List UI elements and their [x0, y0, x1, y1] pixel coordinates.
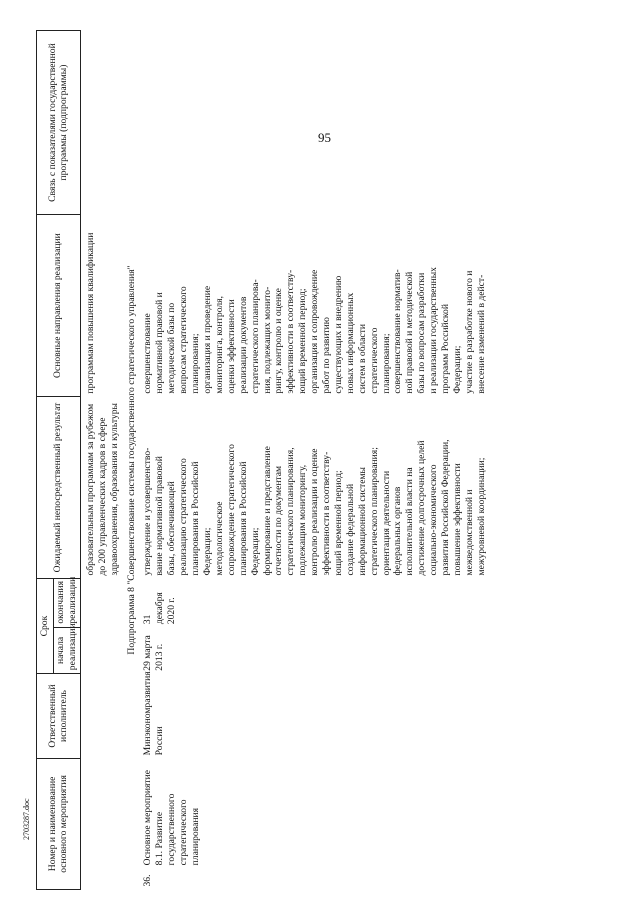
header-link: Связь с показателями государственной программы (подпрограммы): [37, 31, 81, 215]
direction-line: планирования;: [190, 333, 202, 394]
row-start: 29 марта 2013 г.: [142, 635, 166, 671]
direction-line: рингу, контролю и оценке: [273, 288, 285, 394]
direction-line: нормативной правовой и: [154, 292, 166, 394]
result-line: достижение долгосрочных целей: [416, 440, 428, 576]
result-line: межведомственной и: [463, 489, 475, 576]
result-line: вание нормативной правовой: [154, 456, 166, 576]
direction-line: стратегического планирова-: [249, 279, 261, 394]
continuation-result: образовательным программам за рубежом до 200 управленческих кадров в сфере здравоохранения, образования и культуры: [84, 403, 120, 576]
result-line: социально-экономического: [428, 464, 440, 576]
direction-line: существующих и внедрению: [332, 275, 344, 394]
row-end: 31 декабря 2020 г.: [142, 592, 178, 625]
row-result: [141, 397, 488, 579]
result-line: развития Российской Федерации,: [440, 439, 452, 576]
result-line: создание федеральной: [344, 483, 356, 576]
result-line: эффективности в соответству-: [321, 451, 333, 576]
result-line: подлежащим мониторингу,: [297, 464, 309, 576]
result-line: планирования в Российской: [237, 461, 249, 576]
row-number: 36.: [142, 874, 154, 887]
result-line: исполнительной власти на: [404, 467, 416, 576]
result-line: реализацию стратегического: [178, 458, 190, 576]
continuation-directions: программам повышения квалификации: [84, 232, 96, 394]
direction-line: Федерации;: [452, 345, 463, 394]
result-line: формирование и представление: [261, 446, 273, 576]
row-responsible: Минэкономразвития России: [142, 671, 166, 756]
row-name: Основное мероприятие 8.1. Развитие государственного стратегического планирования: [142, 770, 202, 866]
result-line: Федерации;: [249, 527, 261, 576]
direction-line: оценки эффективности: [225, 299, 237, 394]
program-table: [36, 30, 489, 890]
result-line: повышение эффективности: [452, 463, 463, 576]
header-result: Ожидаемый непосредственный результат: [37, 397, 81, 579]
header-directions: Основные направления реализации: [37, 215, 81, 397]
document-id: 2703287.doc: [22, 798, 31, 840]
direction-line: совершенствование норматив-: [392, 269, 404, 394]
header-responsible: Ответственный исполнитель: [37, 674, 81, 759]
result-line: утверждение и усовершенство-: [142, 447, 154, 576]
result-line: планирования в Российской: [190, 461, 202, 576]
direction-line: эффективности в соответству-: [285, 269, 297, 394]
result-line: федеральных органов: [392, 486, 404, 576]
direction-line: стратегического: [368, 327, 380, 394]
result-line: сопровождение стратегического: [225, 444, 237, 576]
page-number: 95: [318, 130, 331, 145]
result-line: межуровневой координации;: [475, 457, 487, 576]
direction-line: систем в области: [356, 323, 368, 394]
result-line: базы, обеспечивающей: [166, 481, 178, 576]
direction-line: вопросам стратегического: [178, 286, 190, 394]
direction-line: организация и сопровождение: [309, 269, 321, 394]
direction-line: ной правовой и методической: [404, 271, 416, 394]
rotated-page: [36, 30, 606, 890]
direction-line: программ Российской: [440, 304, 452, 394]
result-line: стратегического планирования,: [285, 447, 297, 576]
result-line: ориентация деятельности: [380, 470, 392, 576]
subprogram-title: Подпрограмма 8 "Совершенствование системы государственного стратегического управления": [125, 265, 137, 655]
result-line: отчетности по документам: [273, 465, 285, 576]
result-line: стратегического планирования;: [368, 447, 380, 576]
result-line: контролю реализации и оценке: [309, 448, 321, 576]
header-start: начала реализации: [54, 627, 81, 674]
result-line: методологическое: [213, 501, 225, 576]
direction-line: организация и проведение: [201, 285, 213, 394]
direction-line: работ по развитию: [321, 317, 333, 394]
header-end: окончания реализации: [54, 579, 81, 628]
direction-line: и реализации государственных: [428, 267, 440, 394]
header-term: Срок: [37, 579, 54, 674]
header-name: Номер и наименование основного мероприятия: [37, 758, 81, 889]
direction-line: участие в разработке нового и: [463, 270, 475, 394]
direction-line: внесение изменений в дейст-: [475, 274, 487, 394]
direction-line: планирования;: [380, 333, 392, 394]
result-line: ющий временной период;: [332, 470, 344, 576]
result-line: Федерации;: [201, 527, 213, 576]
direction-line: совершенствование: [142, 313, 154, 394]
row-directions: [141, 215, 488, 397]
direction-line: базы по вопросам разработки: [416, 272, 428, 394]
direction-line: мониторинга, контроля,: [213, 296, 225, 394]
result-line: информационной системы: [356, 467, 368, 576]
direction-line: ния, подлежащих монито-: [261, 286, 273, 394]
direction-line: реализации документов: [237, 296, 249, 394]
direction-line: методической базы по: [166, 302, 178, 394]
direction-line: новых информационных: [344, 292, 356, 394]
row-link: [141, 31, 488, 215]
direction-line: ющий временной период;: [297, 288, 309, 394]
